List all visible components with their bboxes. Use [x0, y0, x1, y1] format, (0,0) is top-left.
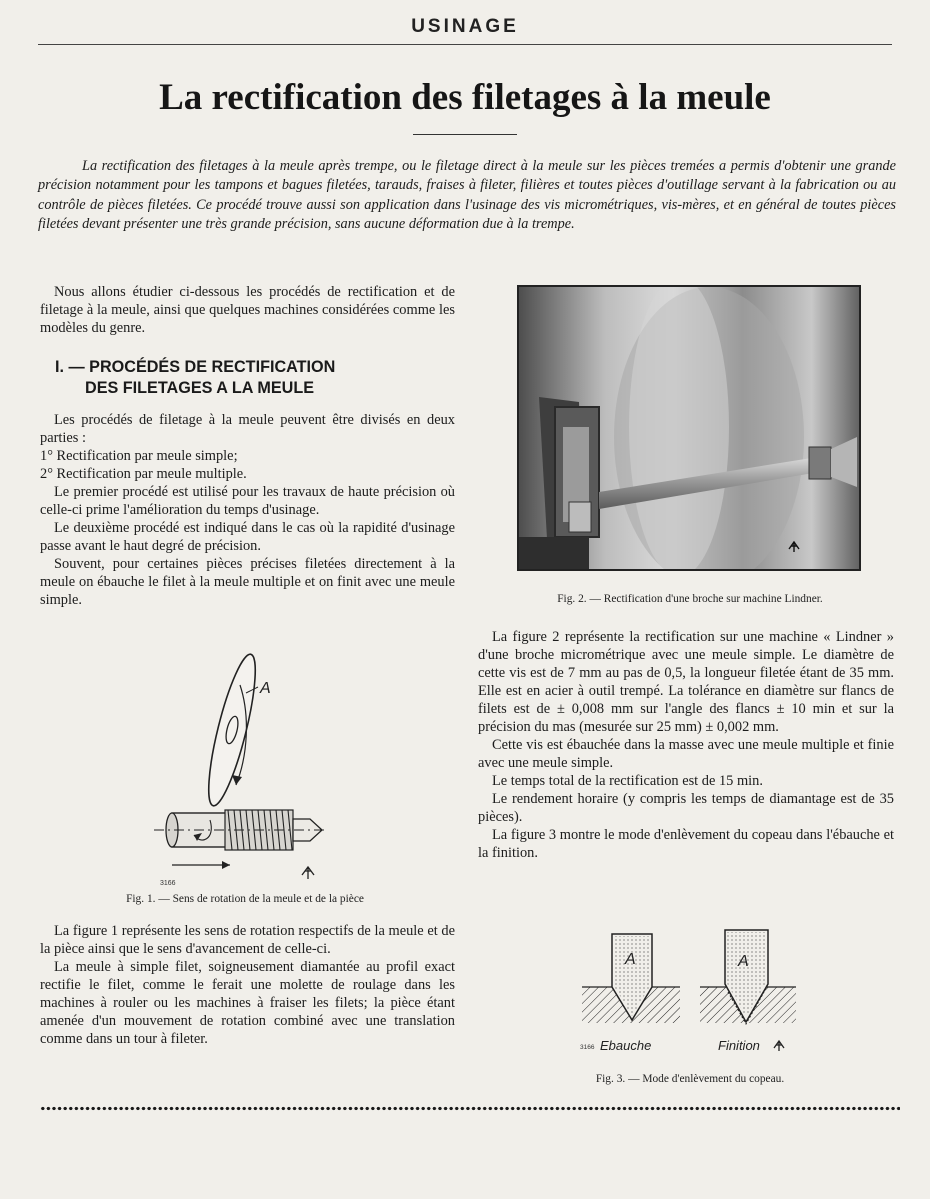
paragraph: Cette vis est ébauchée dans la masse avec une meule multiple et finie avec une meule simple. — [478, 737, 894, 771]
list-item: 2° Rectification par meule multiple. — [40, 466, 247, 482]
paragraph: Le premier procédé est utilisé pour les travaux de haute précision où celle-ci prime l'amélioration du temps d'usinage. — [40, 484, 455, 518]
paragraph: La figure 1 représente les sens de rotation respectifs de la meule et de la pièce ainsi que le sens d'avancement de celle-ci. — [40, 923, 455, 957]
engraver-mark-icon — [302, 867, 314, 879]
ebauche-label: Ebauche — [600, 1038, 652, 1053]
figure-3-ref-number: 3166 — [580, 1044, 595, 1051]
section-header: USINAGE — [411, 16, 519, 37]
left-body-block — [40, 411, 455, 609]
right-body-block — [478, 628, 894, 862]
paragraph: Le rendement horaire (y compris les temps de diamantage est de 35 pièces). — [478, 791, 894, 825]
title-rule — [413, 134, 517, 135]
paragraph: Le deuxième procédé est indiqué dans le cas où la rapidité d'usinage passe avant le haut degré de précision. — [40, 520, 455, 554]
grinding-wheel — [200, 651, 265, 809]
paragraph: Le temps total de la rectification est de 15 min. — [492, 773, 763, 789]
figure-ref-number: 3166 — [160, 880, 176, 887]
article-title: La rectification des filetages à la meule — [159, 77, 771, 118]
paragraph: La figure 3 montre le mode d'enlèvement du copeau dans l'ébauche et la finition. — [478, 827, 894, 861]
section-heading-line2: DES FILETAGES A LA MEULE — [85, 379, 315, 397]
figure-1-diagram — [150, 645, 330, 895]
figure-2-caption: Fig. 2. — Rectification d'une broche sur machine Lindner. — [557, 593, 823, 605]
finition-label: Finition — [718, 1038, 760, 1053]
paragraph: La figure 2 représente la rectification sur une machine « Lindner » d'une broche micrométrique avec une meule simple. Le diamètre de cette vis est de 7 mm au pas de 0,5, la longueur filetée étant de 35 mm. Elle est en acier à outil trempé. La tolérance en diamètre sur flancs de filets est de ± 0,008 mm sur l'angle des flancs ± 10 min et sur la précision du mas (mesurée sur 25 mm) ± 0,002 mm. — [478, 629, 894, 735]
wheel-arrow-head — [232, 775, 242, 785]
paragraph: Souvent, pour certaines pièces précises filetées directement à la meule on ébauche le filet à la meule multiple et on finit avec une meule simple. — [40, 556, 455, 608]
finition-label-a: A — [738, 953, 749, 970]
figure-3-caption: Fig. 3. — Mode d'enlèvement du copeau. — [595, 1073, 785, 1085]
intro-paragraph: Nous allons étudier ci-dessous les procédés de rectification et de filetage à la meule, ainsi que quelques machines considérées comme les modèles du genre. — [40, 284, 455, 336]
figure-3-diagram — [570, 922, 800, 1057]
photo-rendering — [519, 287, 861, 571]
bottom-dotted-rule — [40, 1106, 900, 1111]
section-heading — [55, 357, 455, 399]
article-lead: La rectification des filetages à la meule après trempe, ou le filetage direct à la meule sur les pièces tremées a permis d'obtenir une grande précision notamment pour les tampons et bagues filetées, tarauds, fraises à fileter, filières et toutes pièces d'outillage servant à la fabrication ou au contrôle de pièces filetées. Ce procédé trouve aussi son application dans l'usinage des vis micrométriques, vis-mères, et en général de toutes pièces filetées devant présenter une très grande précision, sans aucune déformation due à la trempe. — [38, 158, 896, 233]
header-rule — [38, 44, 892, 45]
feed-arrow-head — [222, 861, 230, 869]
list-item: 1° Rectification par meule simple; — [40, 448, 238, 464]
left-lower-block — [40, 922, 455, 1048]
figure-2-photo — [517, 285, 861, 571]
figure-1-caption: Fig. 1. — Sens de rotation de la meule et de la pièce — [126, 893, 364, 905]
section-heading-line1: I. — PROCÉDÉS DE RECTIFICATION — [55, 358, 336, 376]
paragraph: Les procédés de filetage à la meule peuvent être divisés en deux parties : — [40, 412, 455, 446]
engraver-mark-icon — [774, 1041, 784, 1051]
label-a: A — [260, 680, 271, 697]
ebauche-label-a: A — [625, 951, 636, 968]
paragraph: La meule à simple filet, soigneusement diamantée au profil exact rectifie le filet, comme le ferait une molette de roulage dans les machines à rouler ou les machines à fraiser les filets; la pièce étant amenée d'un mouvement de rotation combiné avec une translation comme dans un tour à fileter. — [40, 959, 455, 1047]
left-intro-block — [40, 283, 455, 337]
